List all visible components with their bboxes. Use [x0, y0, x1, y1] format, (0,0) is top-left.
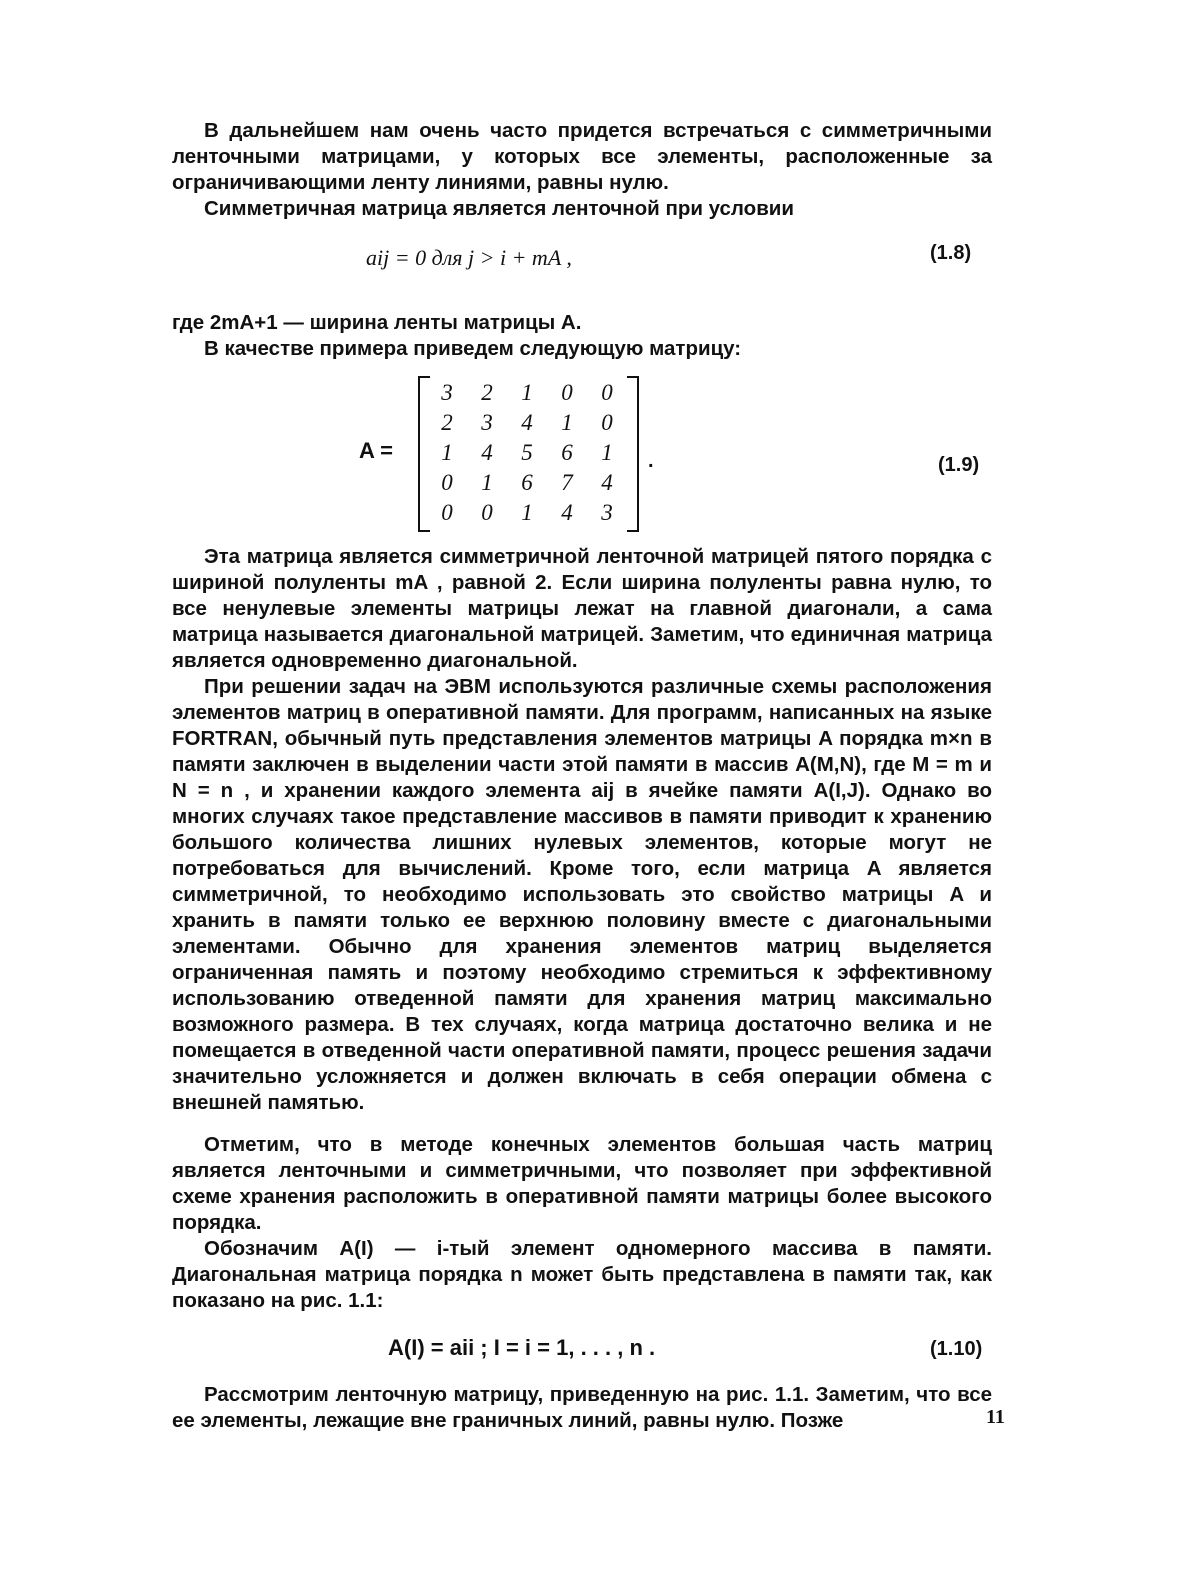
paragraph-4: В качестве примера приведем следующую матрицу:: [204, 337, 742, 360]
equation-1-8: aij = 0 для j > i + mA ,: [366, 245, 572, 270]
matrix-label: A =: [359, 438, 394, 463]
matrix-cell: 3: [441, 380, 453, 405]
page-number: 11: [986, 1406, 1005, 1428]
matrix-cell: 2: [441, 410, 453, 435]
matrix-cell: 4: [561, 500, 573, 525]
matrix-cell: 0: [481, 500, 493, 525]
matrix-cell: 1: [601, 440, 613, 465]
matrix-1-9: [355, 372, 675, 532]
paragraph-6: При решении задач на ЭВМ используются различные схемы расположения элементов матриц в оперативной памяти. Для программ, написанных на языке FORTRAN, обычный путь представления элементов матрицы A порядка m×n в памяти заключен в выделении части этой памяти в массив A(M,N), где M = m и N = n , и хранении каждого элемента aij в ячейке памяти A(I,J). Однако во многих случаях такое представление массивов в памяти приводит к хранению большого количества лишних нулевых элементов, которые могут не потребоваться для вычислений. Кроме того, если матрица A является симметричной, то необходимо использовать это свойство матрицы A и хранить в памяти только ее верхнюю половину вместе с диагональными элементами. Обычно для хранения элементов матриц выделяется ограниченная память и поэтому необходимо стремиться к эффективному использованию отведенной памяти для хранения матриц максимально возможного размера. В тех случаях, когда матрица достаточно велика и не помещается в отведенной части оперативной памяти, процесс решения задачи значительно усложняется и должен включать в себя операции обмена с внешней памятью.: [172, 675, 992, 1114]
matrix-cell: 4: [521, 410, 533, 435]
matrix-cell: 4: [481, 440, 493, 465]
matrix-cell: 3: [601, 500, 613, 525]
matrix-cell: 0: [561, 380, 573, 405]
paragraph-1: В дальнейшем нам очень часто придется встречаться с симметричными ленточными матрицами, у которых все элементы, расположенные за ограничивающими ленту линиями, равны нулю.: [172, 119, 992, 194]
right-bracket: [627, 376, 639, 532]
matrix-cell: 6: [521, 470, 533, 495]
paragraph-5: Эта матрица является симметричной ленточной матрицей пятого порядка с шириной полуленты mA , равной 2. Если ширина полуленты равна нулю, то все ненулевые элементы матрицы лежат на главной диагонали, а сама матрица называется диагональной матрицей. Заметим, что единичная матрица является одновременно диагональной.: [172, 545, 992, 672]
matrix-period: .: [648, 450, 654, 472]
matrix-cell: 3: [481, 410, 493, 435]
paragraph-7: Отметим, что в методе конечных элементов большая часть матриц является ленточными и симметричными, что позволяет при эффективной схеме хранения расположить в оперативной памяти матрицы более высокого порядка.: [172, 1133, 992, 1234]
matrix-cell: 1: [521, 500, 533, 525]
matrix-cell: 6: [561, 440, 573, 465]
equation-number-1-9: (1.9): [938, 454, 980, 476]
matrix-cell: 0: [601, 380, 613, 405]
matrix-cell: 7: [561, 470, 573, 495]
matrix-cell: 5: [521, 440, 533, 465]
matrix-cell: 2: [481, 380, 493, 405]
paragraph-8: Обозначим A(I) — i-тый элемент одномерного массива в памяти. Диагональная матрица порядка n может быть представлена в памяти так, как показано на рис. 1.1:: [172, 1237, 992, 1312]
matrix-cell: 0: [441, 470, 453, 495]
paragraph-2: Симметричная матрица является ленточной при условии: [204, 197, 795, 220]
equation-number-1-8: (1.8): [930, 242, 972, 264]
matrix-cell: 4: [601, 470, 613, 495]
matrix-cell: 1: [521, 380, 533, 405]
matrix-cell: 1: [441, 440, 453, 465]
equation-number-1-10: (1.10): [930, 1338, 983, 1360]
equation-1-10: A(I) = aii ; I = i = 1, . . . , n .: [388, 1335, 656, 1360]
paragraph-3: где 2mA+1 — ширина ленты матрицы A.: [172, 311, 582, 334]
matrix-cell: 0: [441, 500, 453, 525]
matrix-cell: 0: [601, 410, 613, 435]
matrix-cell: 1: [561, 410, 573, 435]
matrix-cell: 1: [481, 470, 493, 495]
paragraph-9: Рассмотрим ленточную матрицу, приведенную на рис. 1.1. Заметим, что все ее элементы, лежащие вне граничных линий, равны нулю. Позже: [172, 1383, 992, 1432]
